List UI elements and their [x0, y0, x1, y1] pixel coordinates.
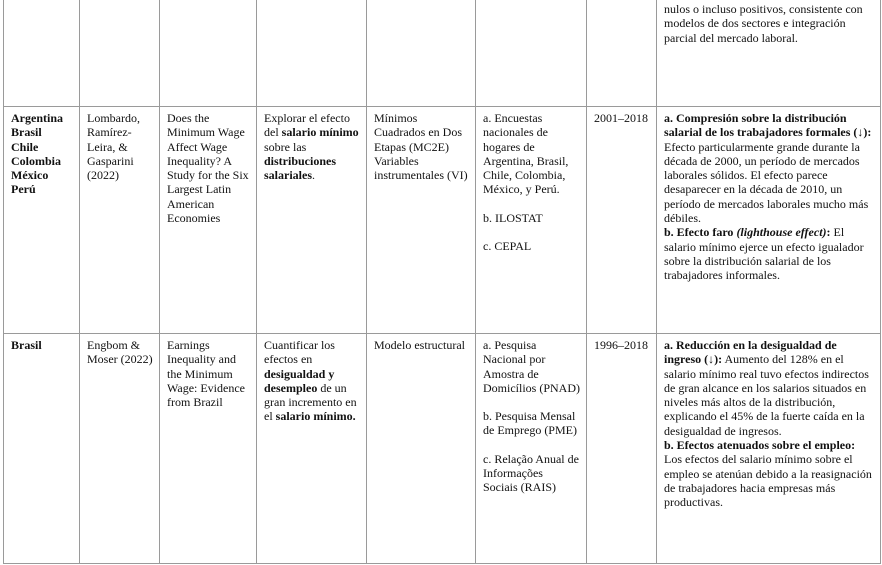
- authors-text: Engbom & Moser (2022): [87, 338, 153, 367]
- data-source: b. ILOSTAT: [483, 210, 543, 225]
- result-item: [664, 338, 874, 438]
- cell-method: [367, 334, 476, 564]
- result-heading: a. Compresión sobre la distribución salarial de los trabajadores formales (↓):: [664, 111, 872, 140]
- cell-data: [476, 334, 587, 564]
- country-name: Argentina: [11, 111, 63, 125]
- cell-results: [657, 334, 881, 564]
- cell-method: [367, 107, 476, 334]
- cell-country: [4, 107, 80, 334]
- result-text: El salario mínimo ejerce un efecto igualador sobre la distribución salarial de los trabajadores informales.: [664, 225, 864, 283]
- cell-period: [587, 107, 657, 334]
- objective-bold: salario mínimo: [281, 125, 359, 140]
- data-source: c. Relação Anual de Informações Sociais (RAIS): [483, 451, 579, 495]
- cell-title: [160, 107, 257, 334]
- data-source: a. Pesquisa Nacional por Amostra de Domicílios (PNAD): [483, 338, 580, 395]
- results-continuation: nulos o incluso positivos, consistente con modelos de dos sectores e integración parcial del mercado laboral.: [664, 2, 863, 45]
- cell-method: [367, 0, 476, 107]
- objective-text: Cuantificar los efectos en: [264, 338, 335, 367]
- result-heading: b. Efecto faro: [664, 225, 737, 240]
- cell-objective: [257, 334, 367, 564]
- objective-bold: desigualdad y desempleo: [264, 366, 335, 395]
- data-source: c. CEPAL: [483, 239, 532, 254]
- result-item: [664, 111, 874, 225]
- result-heading: b. Efectos atenuados sobre el empleo:: [664, 438, 856, 453]
- cell-data: [476, 107, 587, 334]
- cell-results: [657, 0, 881, 107]
- result-text: Efecto particularmente grande durante la década de 2000, un período de mercados laborales sólidos. El efecto parece desaparecer en la década de 2010, un período de mercados laborales mucho más débiles.: [664, 139, 869, 226]
- result-item: [664, 438, 874, 509]
- country-name: Perú: [11, 182, 36, 197]
- result-heading-italic: (lighthouse effect): [736, 225, 827, 240]
- period-text: 1996–2018: [594, 338, 648, 352]
- literature-review-table: [3, 0, 881, 564]
- objective-bold: salario mínimo.: [275, 409, 356, 424]
- cell-objective: [257, 0, 367, 107]
- cell-authors: [80, 0, 160, 107]
- cell-title: [160, 0, 257, 107]
- cell-period: [587, 0, 657, 107]
- data-source: a. Encuestas nacionales de hogares de Argentina, Brasil, Chile, Colombia, México, y Perú.: [483, 111, 569, 197]
- cell-data: [476, 0, 587, 107]
- country-name: México: [11, 168, 49, 183]
- result-text: Los efectos del salario mínimo sobre el empleo se atenúan debido a la reasignación de trabajadores hacia empresas más productivas.: [664, 452, 872, 510]
- objective-text: de un gran incremento en el: [264, 380, 357, 424]
- cell-results: [657, 107, 881, 334]
- paper-title: Earnings Inequality and the Minimum Wage: Evidence from Brazil: [167, 338, 245, 410]
- table-row: [4, 334, 881, 564]
- objective-text: sobre las: [264, 139, 307, 154]
- cell-country: [4, 0, 80, 107]
- objective-text: .: [312, 168, 315, 183]
- result-heading: a. Reducción en la desigualdad de ingreso (↓):: [664, 338, 837, 367]
- authors-text: Lombardo, Ramírez-Leira, & Gasparini (2022): [87, 111, 140, 183]
- cell-authors: [80, 334, 160, 564]
- result-text: Aumento del 128% en el salario mínimo real tuvo efectos indirectos de gran alcance en los salarios situados en niveles más altos de la distribución, explicando el 45% de la fuerte caída en la desigualdad de ingresos.: [664, 352, 869, 438]
- period-text: 2001–2018: [594, 111, 648, 125]
- result-heading: :: [826, 225, 831, 240]
- country-name: Brasil: [11, 125, 42, 140]
- cell-authors: [80, 107, 160, 334]
- result-item: [664, 225, 874, 282]
- cell-country: [4, 334, 80, 564]
- data-source: b. Pesquisa Mensal de Emprego (PME): [483, 409, 577, 438]
- country-name: Brasil: [11, 338, 42, 352]
- country-name: Chile: [11, 139, 39, 154]
- cell-objective: [257, 107, 367, 334]
- method-text: Modelo estructural: [374, 338, 465, 352]
- cell-period: [587, 334, 657, 564]
- country-name: Colombia: [11, 153, 62, 168]
- paper-title: Does the Minimum Wage Affect Wage Inequality? A Study for the Six Largest Latin American Economies: [167, 111, 249, 226]
- objective-text: Explorar el efecto del: [264, 111, 350, 140]
- table-row: [4, 107, 881, 334]
- cell-title: [160, 334, 257, 564]
- method-text: Mínimos Cuadrados en Dos Etapas (MC2E) Variables instrumentales (VI): [374, 111, 468, 183]
- table-row: [4, 0, 881, 107]
- objective-bold: distribuciones salariales: [264, 153, 337, 183]
